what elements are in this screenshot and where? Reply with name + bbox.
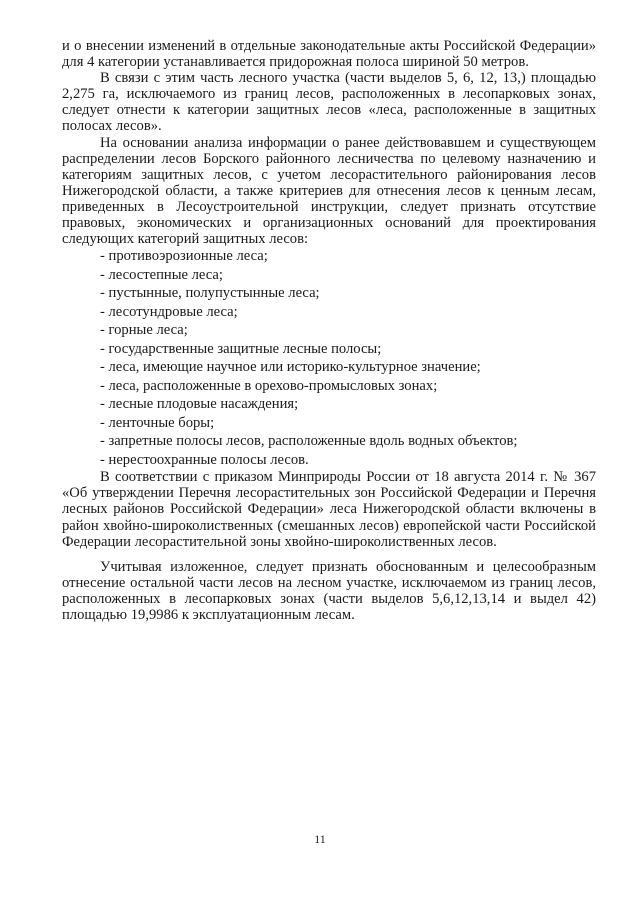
list-item: - государственные защитные лесные полосы; <box>100 340 382 357</box>
list-item: - лесные плодовые насаждения; <box>100 396 299 413</box>
list-item: - леса, имеющие научное или историко-культурное значение; <box>100 359 481 376</box>
list-item: - леса, расположенные в орехово-промысловых зонах; <box>100 377 438 394</box>
paragraph-analysis: На основании анализа информации о ранее действовавшем и существующем распределении лесов Борского районного лесничества по целевому назначению и категориям защитных лесов, с учетом лесорастительного районирования лесов Нижегородской области, а также критериев для отнесения лесов к ценным лесам, приведенных в Лесоустроительной инструкции, следует признать отсутствие правовых, экономических и организационных оснований для проектирования следующих категорий защитных лесов: <box>62 134 596 248</box>
list-item: - ленточные боры; <box>100 414 215 431</box>
paragraph-conclusion: Учитывая изложенное, следует признать обоснованным и целесообразным отнесение остальной части лесов на лесном участке, исключаемом из границ лесов, расположенных в лесопарковых зонах (части выделов 5,6,12,13,14 и выдел 42) площадью 19,9986 к эксплуатационным лесам. <box>62 558 596 623</box>
list-item: - запретные полосы лесов, расположенные вдоль водных объектов; <box>100 433 518 450</box>
list-item: - лесостепные леса; <box>100 266 223 283</box>
paragraph-order-reference: В соответствии с приказом Минприроды России от 18 августа 2014 г. № 367 «Об утверждении Перечня лесорастительных зон Российской Федерации и Перечня лесных районов Российской Федерации» леса Нижегородской области включены в район хвойно-широколиственных (смешанных лесов) европейской части Российской Федерации лесорастительной зоны хвойно-широколиственных лесов. <box>62 469 596 550</box>
document-page <box>62 38 596 623</box>
list-item: - горные леса; <box>100 322 188 339</box>
list-item: - нерестоохранные полосы лесов. <box>100 451 309 468</box>
list-item: - пустынные, полупустынные леса; <box>100 285 320 302</box>
protective-forest-categories-list <box>62 247 596 469</box>
paragraph-road-strip: В связи с этим часть лесного участка (части выделов 5, 6, 12, 13,) площадью 2,275 га, исключаемого из границ лесов, расположенных в лесопарковых зонах, следует отнести к категории защитных лесов «леса, расположенные в защитных полосах лесов». <box>62 70 596 135</box>
list-item: - лесотундровые леса; <box>100 303 238 320</box>
page-number: 11 <box>314 832 326 846</box>
list-item: - противоэрозионные леса; <box>100 248 268 265</box>
paragraph-continuation: и о внесении изменений в отдельные законодательные акты Российской Федерации» для 4 категории устанавливается придорожная полоса шириной 50 метров. <box>62 38 596 71</box>
